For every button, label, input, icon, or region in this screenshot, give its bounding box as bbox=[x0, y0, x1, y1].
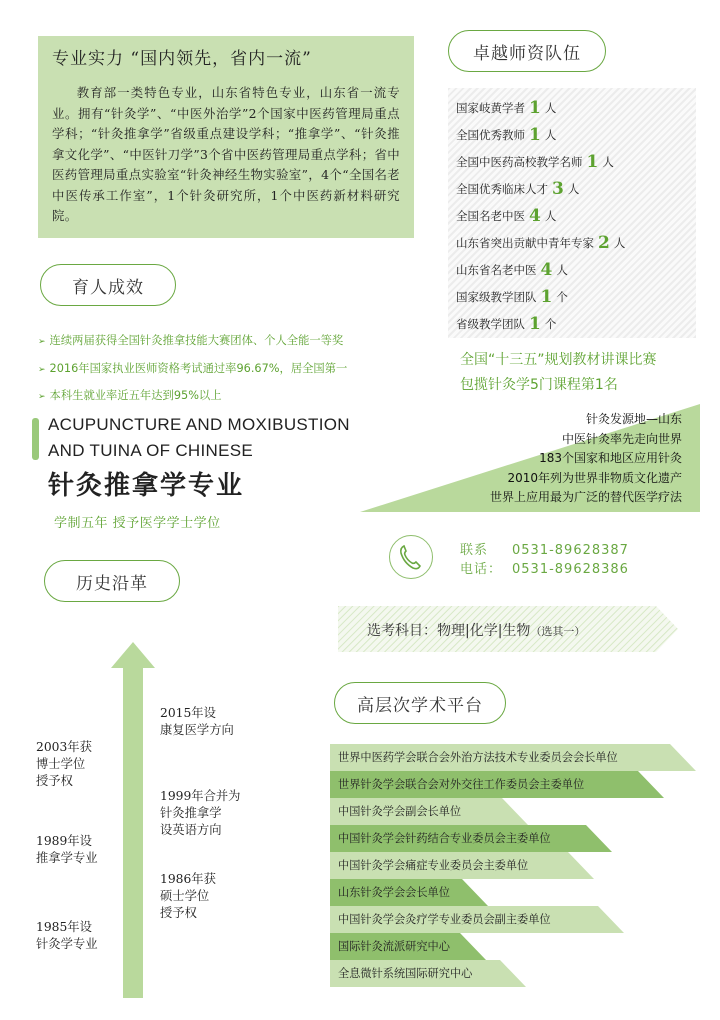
title-english: ACUPUNCTURE AND MOXIBUSTION AND TUINA OF CHINESE bbox=[48, 415, 350, 460]
faculty-item: 国家岐黄学者 1 人 bbox=[456, 97, 557, 118]
triangle-bullet-icon: ➢ bbox=[38, 337, 46, 347]
outcome-item: ➢ 本科生就业率近五年达到95%以上 bbox=[38, 389, 222, 402]
textbook-line: 全国“十三五”规划教材讲课比赛 bbox=[460, 352, 657, 368]
platform-item: 世界中医药学会联合会外治方法技术专业委员会会长单位 bbox=[338, 751, 618, 764]
platform-item: 中国针灸学会痛症专业委员会主委单位 bbox=[338, 859, 529, 872]
history-event: 2003年获 博士学位 授予权 bbox=[36, 740, 92, 788]
history-heading: 历史沿革 bbox=[44, 560, 180, 602]
faculty-item: 全国中医药高校教学名师 1 人 bbox=[456, 151, 614, 172]
degree-info: 学制五年 授予医学学士学位 bbox=[54, 516, 221, 531]
platform-item: 世界针灸学会联合会对外交往工作委员会主委单位 bbox=[338, 778, 585, 791]
history-event: 1999年合并为 针灸推拿学 设英语方向 bbox=[160, 789, 241, 837]
faculty-list bbox=[448, 88, 696, 338]
platform-item: 山东针灸学会会长单位 bbox=[338, 886, 450, 899]
elective-subjects: 选考科目：物理|化学|生物（选其一） bbox=[367, 623, 586, 639]
fact-item: 183个国家和地区应用针灸 bbox=[539, 451, 682, 465]
triangle-bullet-icon: ➢ bbox=[38, 392, 46, 402]
platform-item: 全息微针系统国际研究中心 bbox=[338, 967, 473, 980]
contact-line: 联系 0531-89628387 bbox=[460, 543, 629, 558]
title-chinese: 针灸推拿学专业 bbox=[48, 471, 245, 501]
platform-item: 中国针灸学会灸疗学专业委员会副主委单位 bbox=[338, 913, 551, 926]
history-event: 1986年获 硕士学位 授予权 bbox=[160, 872, 216, 920]
phone-number[interactable]: 0531-89628387 bbox=[512, 543, 629, 558]
faculty-item: 山东省突出贡献中青年专家 2 人 bbox=[456, 232, 626, 253]
textbook-award bbox=[460, 348, 700, 398]
title-accent-bar bbox=[32, 418, 39, 460]
up-arrow-icon bbox=[108, 640, 158, 1000]
outcome-item: ➢ 连续两届获得全国针灸推拿技能大赛团体、个人全能一等奖 bbox=[38, 334, 344, 347]
platforms-heading: 高层次学术平台 bbox=[334, 682, 506, 724]
platform-item: 中国针灸学会副会长单位 bbox=[338, 805, 462, 818]
phone-icon bbox=[389, 535, 433, 579]
faculty-item: 全国优秀临床人才 3 人 bbox=[456, 178, 580, 199]
history-event: 1985年设 针灸学专业 bbox=[36, 920, 98, 951]
contact-line: 电话： 0531-89628386 bbox=[460, 562, 629, 577]
platform-item: 国际针灸流派研究中心 bbox=[338, 940, 450, 953]
platform-item: 中国针灸学会针药结合专业委员会主委单位 bbox=[338, 832, 551, 845]
faculty-heading: 卓越师资队伍 bbox=[448, 30, 606, 72]
faculty-item: 省级教学团队 1 个 bbox=[456, 313, 557, 334]
strength-body: 教育部一类特色专业，山东省特色专业，山东省一流专业。拥有“针灸学”、“中医外治学”2个国家中医药管理局重点学科；“针灸推拿学”省级重点建设学科；“推拿学”、“针灸推拿文化学”、“中医针刀学”3个省中医药管理局重点学科；省中医药管理局重点实验室“针灸神经生物实验室”，4个“全国名老中医传承工作室”，1个针灸研究所，1个中医药新材料研究院。 bbox=[52, 85, 400, 223]
history-event: 2015年设 康复医学方向 bbox=[160, 706, 234, 737]
fact-item: 中医针灸率先走向世界 bbox=[561, 431, 682, 446]
faculty-item: 山东省名老中医 4 人 bbox=[456, 259, 568, 280]
history-event: 1989年设 推拿学专业 bbox=[36, 834, 98, 865]
facts-list bbox=[360, 410, 682, 508]
strength-panel bbox=[38, 36, 414, 238]
textbook-line: 包揽针灸学5门课程第1名 bbox=[460, 377, 618, 393]
fact-item: 世界上应用最为广泛的替代医学疗法 bbox=[489, 490, 682, 504]
triangle-bullet-icon: ➢ bbox=[38, 365, 46, 375]
faculty-item: 全国优秀教师 1 人 bbox=[456, 124, 557, 145]
faculty-item: 国家级教学团队 1 个 bbox=[456, 286, 568, 307]
faculty-item: 全国名老中医 4 人 bbox=[456, 205, 557, 226]
fact-item: 针灸发源地—山东 bbox=[585, 412, 682, 426]
phone-number[interactable]: 0531-89628386 bbox=[512, 562, 629, 577]
strength-heading: 专业实力 “国内领先，省内一流” bbox=[52, 49, 312, 69]
outcomes-heading: 育人成效 bbox=[40, 264, 176, 306]
outcome-item: ➢ 2016年国家执业医师资格考试通过率96.67%，居全国第一 bbox=[38, 362, 348, 375]
fact-item: 2010年列为世界非物质文化遗产 bbox=[507, 470, 682, 485]
